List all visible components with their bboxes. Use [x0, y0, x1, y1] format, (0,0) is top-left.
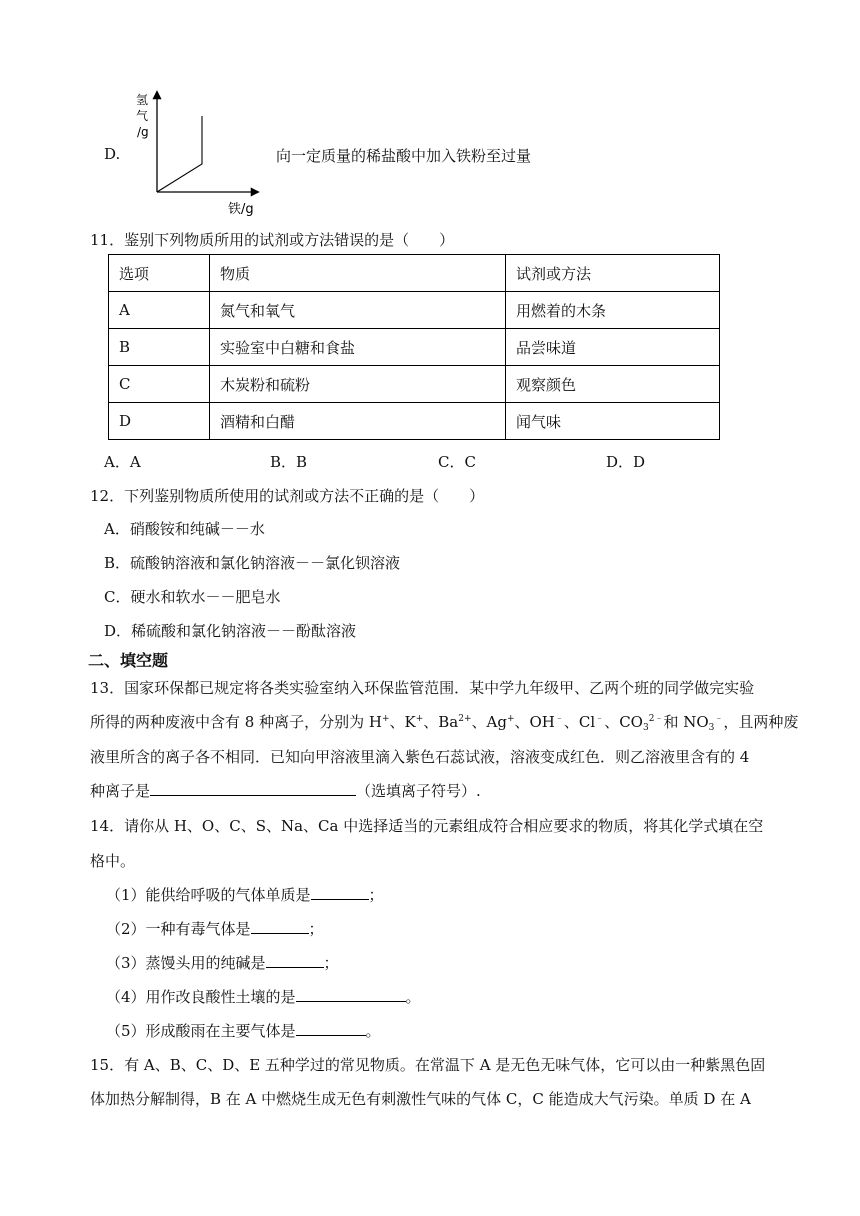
q13-text: 、OH — [514, 713, 555, 731]
q13-text: 所得的两种废液中含有 8 种离子，分别为 H — [90, 713, 382, 731]
table-cell: 实验室中白糖和食盐 — [210, 329, 506, 366]
q13-line4 — [90, 780, 481, 801]
table-cell: A — [109, 292, 210, 329]
q14-item-1 — [106, 884, 384, 905]
ion-charge: ﹣ — [554, 714, 564, 724]
q13-line1: 13．国家环保都已规定将各类实验室纳入环保监管范围．某中学九年级甲、乙两个班的同学做完实验 — [90, 679, 755, 697]
q14-item-4 — [106, 986, 421, 1007]
answer-blank[interactable] — [296, 1021, 366, 1036]
answer-blank[interactable] — [296, 987, 406, 1002]
table-cell: 木炭粉和硫粉 — [210, 366, 506, 403]
q14-item-2 — [106, 918, 324, 939]
q13-text: （选填离子符号）. — [356, 782, 481, 800]
table-cell: 闻气味 — [506, 403, 720, 440]
ion-charge: + — [381, 714, 390, 724]
graph-ylabel: 氢 气 /g — [136, 93, 149, 139]
table-cell: B — [109, 329, 210, 366]
q13-line2 — [90, 711, 798, 732]
q14-item-end: ； — [368, 886, 384, 904]
q14-line1: 14．请你从 H、O、C、S、Na、Ca 中选择适当的元素组成符合相应要求的物质，将其化学式填在空 — [90, 817, 764, 835]
q13-text: 、K — [389, 713, 416, 731]
q13-text: 和 NO — [663, 713, 709, 731]
q14-item-end: 。 — [365, 1022, 381, 1040]
q14-item-end: ； — [308, 920, 324, 938]
q10-option-d-description: 向一定质量的稀盐酸中加入铁粉至过量 — [276, 147, 532, 165]
table-row — [109, 329, 720, 366]
q12-option-d: D．稀硫酸和氯化钠溶液－－酚酞溶液 — [104, 622, 357, 640]
q12-option-a: A．硝酸铵和纯碱－－水 — [104, 520, 265, 538]
q11-option-d: D．D — [606, 453, 646, 471]
q15-line1: 15．有 A、B、C、D、E 五种学过的常见物质。在常温下 A 是无色无味气体，它可以由一种紫黑色固 — [90, 1056, 766, 1074]
q12-option-c: C．硬水和软水－－肥皂水 — [104, 588, 281, 606]
graph-curve — [157, 116, 202, 192]
q14-item-text: （3）蒸馒头用的纯碱是 — [106, 954, 266, 972]
table-cell: 用燃着的木条 — [506, 292, 720, 329]
q14-item-3 — [106, 952, 339, 973]
q10-option-d-graph — [130, 86, 270, 218]
table-cell: 观察颜色 — [506, 366, 720, 403]
table-header-cell: 选项 — [109, 255, 210, 292]
q14-item-end: 。 — [405, 988, 421, 1006]
q14-item-text: （4）用作改良酸性土壤的是 — [106, 988, 296, 1006]
section-title: 二、填空题 — [88, 651, 169, 670]
table-header-row — [109, 255, 720, 292]
answer-blank[interactable] — [266, 953, 324, 968]
q14-item-text: （1）能供给呼吸的气体单质是 — [106, 886, 311, 904]
q11-stem: 11．鉴别下列物质所用的试剂或方法错误的是（ ） — [90, 231, 455, 249]
q13-text: 、Ag — [471, 713, 507, 731]
q14-item-text: （5）形成酸雨在主要气体是 — [106, 1022, 296, 1040]
q14-item-text: （2）一种有毒气体是 — [106, 920, 251, 938]
q13-line3: 液里所含的离子各不相同．已知向甲溶液里滴入紫色石蕊试液，溶液变成红色．则乙溶液里含有的 4 — [90, 748, 750, 766]
q12-option-b: B．硫酸钠溶液和氯化钠溶液－－氯化钡溶液 — [104, 554, 401, 572]
q13-text: 、Ba — [423, 713, 459, 731]
ion-charge: ﹣ — [714, 714, 724, 724]
q11-option-c: C．C — [438, 453, 476, 471]
table-cell: 酒精和白醋 — [210, 403, 506, 440]
q11-option-a: A．A — [104, 453, 141, 471]
table-header-cell: 物质 — [210, 255, 506, 292]
ion-charge: + — [506, 714, 515, 724]
answer-blank[interactable] — [311, 885, 369, 900]
ion-charge: + — [415, 714, 424, 724]
q14-item-5 — [106, 1020, 381, 1041]
table-row — [109, 403, 720, 440]
table-header-cell: 试剂或方法 — [506, 255, 720, 292]
q13-text: 、Cl — [563, 713, 596, 731]
table-cell: 氮气和氧气 — [210, 292, 506, 329]
ion-charge: ﹣ — [595, 714, 605, 724]
ion-subscript: 3 — [708, 723, 715, 733]
q11-option-b: B．B — [270, 453, 308, 471]
ion-subscript: 3 — [642, 723, 649, 733]
q14-line2: 格中。 — [90, 852, 136, 870]
table-row — [109, 366, 720, 403]
q14-item-end: ； — [323, 954, 339, 972]
table-cell: 品尝味道 — [506, 329, 720, 366]
q11-table — [108, 254, 720, 440]
q15-line2: 体加热分解制得，B 在 A 中燃烧生成无色有刺激性气味的气体 C，C 能造成大气污染。单质 D 在 A — [90, 1090, 751, 1108]
answer-blank[interactable] — [150, 781, 356, 796]
q13-text: 、CO — [604, 713, 643, 731]
answer-blank[interactable] — [251, 919, 309, 934]
graph-xlabel: 铁/g — [228, 202, 254, 217]
table-cell: C — [109, 366, 210, 403]
table-row — [109, 292, 720, 329]
q13-text: ，且两种废 — [723, 713, 799, 731]
q10-option-d-letter: D. — [104, 145, 121, 163]
ion-charge: 2+ — [458, 714, 472, 724]
table-cell: D — [109, 403, 210, 440]
q13-text: 种离子是 — [90, 782, 151, 800]
ion-charge: 2﹣ — [648, 714, 664, 724]
q12-stem: 12．下列鉴别物质所使用的试剂或方法不正确的是（ ） — [90, 487, 485, 505]
